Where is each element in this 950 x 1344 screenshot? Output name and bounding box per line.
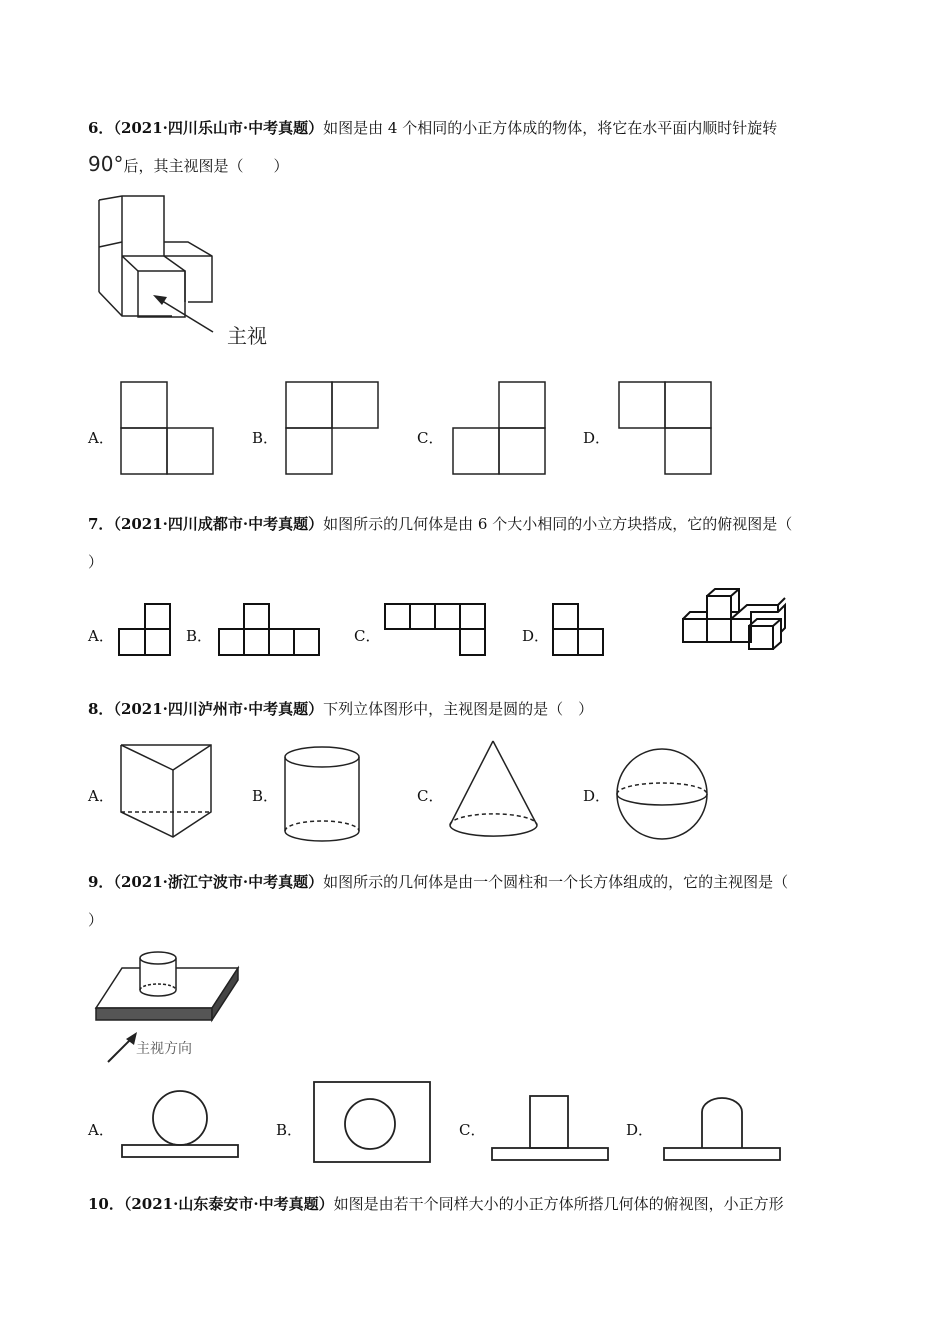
figure-caption: 主视 [227,324,267,348]
q6-option-a-figure[interactable] [120,381,215,476]
option-d-label[interactable]: D． [522,627,550,645]
question-text: 如图是由若干个同样大小的小正方体所搭几何体的俯视图，小正方形 [333,1195,784,1213]
question-text-cont: ） [88,553,104,571]
option-a-label[interactable]: A． [88,627,114,645]
option-b-label[interactable]: B． [252,787,279,805]
question-source: （2021·四川成都市·中考真题） [113,515,324,533]
q9-solid-figure [94,938,254,1068]
q7-option-d-figure[interactable] [552,603,607,658]
option-a-label[interactable]: A． [88,429,114,447]
question-9-line1 [88,872,788,892]
figure-caption: 主视方向 [136,1041,192,1057]
option-d-label[interactable]: D． [583,429,611,447]
question-text: 如图是由 4 个相同的小正方体成的物体，将它在水平面内顺时针旋转 [323,119,778,137]
question-9-line2 [88,910,103,930]
angle-value: 90° [88,152,124,176]
question-number: 7． [88,515,114,533]
q7-option-c-figure[interactable] [384,603,488,658]
question-7-line2 [88,552,103,572]
question-text-cont: 后，其主视图是（ ） [123,157,289,175]
q9-option-b-figure[interactable] [312,1080,434,1166]
question-source: （2021·浙江宁波市·中考真题） [113,873,324,891]
option-b-label[interactable]: B． [252,429,279,447]
option-d-label[interactable]: D． [626,1121,654,1139]
question-source: （2021·山东泰安市·中考真题） [123,1195,334,1213]
option-a-label[interactable]: A． [88,1121,114,1139]
option-d-label[interactable]: D． [583,787,611,805]
q9-option-c-figure[interactable] [490,1094,612,1166]
question-text-cont: ） [88,911,104,929]
question-6-line2 [88,154,288,176]
option-c-label[interactable]: C． [354,627,381,645]
question-text: 如图所示的几何体是由一个圆柱和一个长方体组成的，它的主视图是（ [323,873,789,891]
option-c-label[interactable]: C． [417,429,444,447]
option-c-label[interactable]: C． [417,787,444,805]
question-number: 8． [88,700,114,718]
option-a-label[interactable]: A． [88,787,114,805]
q7-solid-figure [678,586,793,661]
question-10-line1 [88,1194,784,1214]
question-source: （2021·四川乐山市·中考真题） [113,119,324,137]
q6-option-c-figure[interactable] [452,381,547,476]
question-number: 6． [88,119,114,137]
option-b-label[interactable]: B． [186,627,213,645]
q6-option-d-figure[interactable] [618,381,713,476]
question-text: 如图所示的几何体是由 6 个大小相同的小立方块搭成，它的俯视图是（ [323,515,793,533]
question-8-line1 [88,699,593,719]
q6-cube-figure [95,195,275,355]
q8-option-c-cone[interactable] [447,738,542,843]
option-b-label[interactable]: B． [276,1121,303,1139]
question-number: 10． [88,1195,124,1213]
q9-option-a-figure[interactable] [118,1088,243,1160]
q9-option-d-figure[interactable] [662,1094,784,1166]
question-text: 下列立体图形中，主视图是圆的是（ ） [323,700,594,718]
q8-option-a-prism[interactable] [118,742,218,842]
q8-option-b-cylinder[interactable] [282,745,362,845]
q8-option-d-sphere[interactable] [614,746,710,842]
question-6-line1 [88,118,777,138]
option-c-label[interactable]: C． [459,1121,486,1139]
question-number: 9． [88,873,114,891]
question-7-line1 [88,514,792,534]
q7-option-a-figure[interactable] [118,603,173,658]
q6-option-b-figure[interactable] [285,381,380,476]
question-source: （2021·四川泸州市·中考真题） [113,700,324,718]
q7-option-b-figure[interactable] [218,603,322,658]
